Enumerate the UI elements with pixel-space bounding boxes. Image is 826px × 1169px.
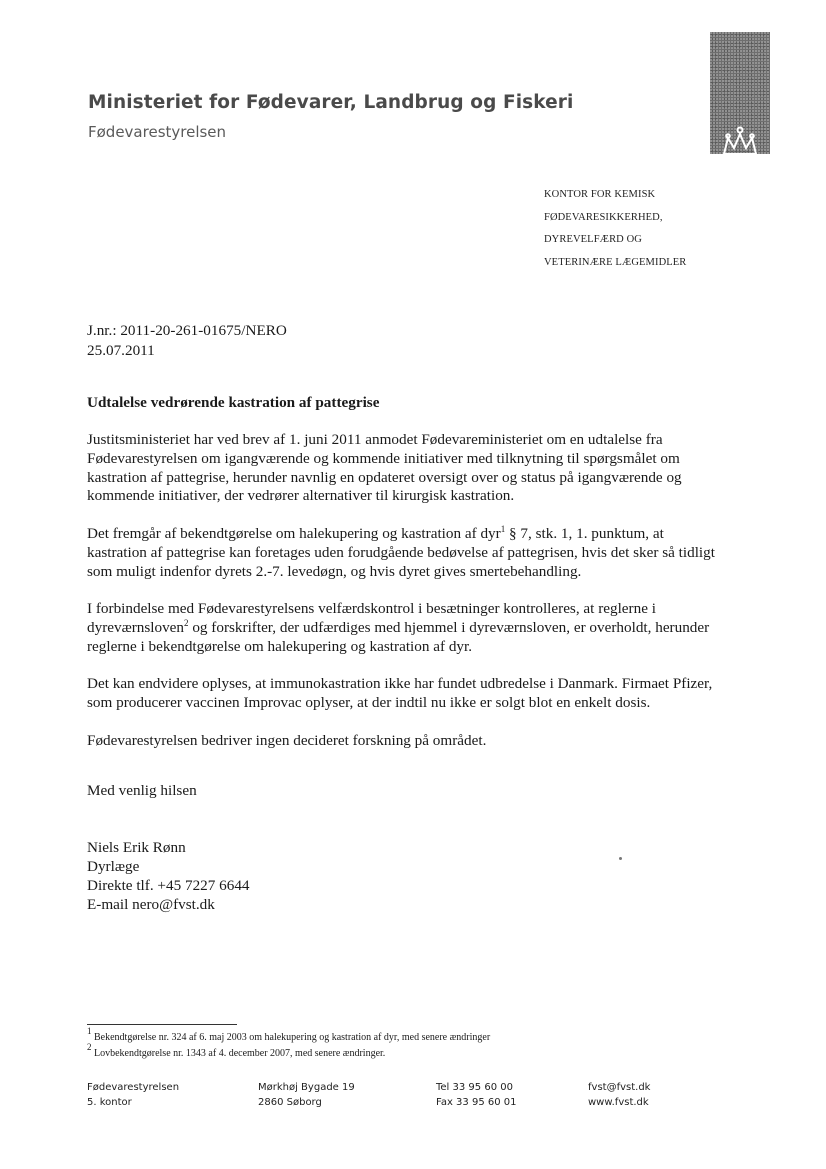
footer-city: 2860 Søborg bbox=[258, 1096, 322, 1108]
crest-logo bbox=[710, 32, 770, 154]
footnote-divider bbox=[87, 1024, 237, 1025]
text-line: kastration af pattegrise, herunder navnlig en opdateret oversigt over og status på igangværende og bbox=[87, 468, 682, 486]
letter-date: 25.07.2011 bbox=[87, 342, 155, 359]
text-line: Fødevarestyrelsen om igangværende og kommende initiativer med tilknytning til spørgsmålet om bbox=[87, 449, 680, 467]
text-line: Fødevarestyrelsen bedriver ingen decideret forskning på området. bbox=[87, 731, 487, 749]
footer-contact bbox=[588, 1081, 650, 1110]
text-line: som muligt indenfor dyrets 2.-7. levedøgn, og hvis dyret gives smertebehandling. bbox=[87, 562, 582, 580]
text-segment: dyreværnsloven bbox=[87, 618, 185, 636]
footer-tel: Tel 33 95 60 00 bbox=[436, 1082, 513, 1093]
signer-email: E-mail nero@fvst.dk bbox=[87, 896, 215, 913]
stray-mark bbox=[619, 857, 622, 860]
office-line: VETERINÆRE LÆGEMIDLER bbox=[544, 256, 687, 268]
text-line: kommende initiativer, der vedrører alternativer til kirurgisk kastration. bbox=[87, 487, 515, 505]
royal-crown-icon bbox=[718, 124, 762, 168]
footnote-number: 2 bbox=[87, 1041, 92, 1052]
signature-block bbox=[87, 838, 250, 914]
text-segment: § 7, stk. 1, 1. punktum, at bbox=[505, 524, 664, 542]
footer-dept: 5. kontor bbox=[87, 1096, 132, 1108]
office-line: KONTOR FOR KEMISK bbox=[544, 189, 656, 200]
office-block bbox=[544, 184, 686, 274]
paragraph-2 bbox=[87, 525, 737, 581]
text-line: reglerne i bekendtgørelse om halekupering og kastration af dyr. bbox=[87, 637, 473, 655]
footnote-ref-2: 2 bbox=[184, 617, 189, 628]
text-line: kastration af pattegrise kan foretages uden forudgående bedøvelse af pattegrisen, hvis det sker så tidligt bbox=[87, 543, 715, 561]
text-line: Justitsministeriet har ved brev af 1. juni 2011 anmodet Fødevareministeriet om en udtalelse fra bbox=[87, 431, 663, 448]
footer-org-name: Fødevarestyrelsen bbox=[87, 1082, 180, 1093]
paragraph-5 bbox=[87, 732, 737, 751]
footer-email: fvst@fvst.dk bbox=[588, 1082, 651, 1093]
paragraph-4 bbox=[87, 675, 737, 713]
reference-block bbox=[87, 321, 287, 361]
signer-title: Dyrlæge bbox=[87, 858, 140, 875]
footer-web: www.fvst.dk bbox=[588, 1096, 649, 1108]
footnote-ref-1: 1 bbox=[500, 523, 506, 534]
text-segment: Det fremgår af bekendtgørelse om halekupering og kastration af dyr bbox=[87, 524, 501, 542]
footnote-text: Bekendtgørelse nr. 324 af 6. maj 2003 om halekupering og kastration af dyr, med senere ændringer bbox=[91, 1032, 491, 1043]
signer-phone: Direkte tlf. +45 7227 6644 bbox=[87, 877, 250, 894]
office-line: FØDEVARESIKKERHED, bbox=[544, 211, 663, 223]
footer-phone bbox=[436, 1081, 517, 1110]
text-line: Det kan endvidere oplyses, at immunokastration ikke har fundet udbredelse i Danmark. Firmaet Pfizer, bbox=[87, 675, 713, 693]
text-line: som producerer vaccinen Improvac oplyser, at der indtil nu ikke er solgt blot en enkelt dosis. bbox=[87, 694, 651, 712]
footer-street: Mørkhøj Bygade 19 bbox=[258, 1082, 355, 1093]
ministry-name: Ministeriet for Fødevarer, Landbrug og Fiskeri bbox=[88, 92, 574, 113]
journal-number: J.nr.: 2011-20-261-01675/NERO bbox=[87, 322, 287, 339]
footnote-1 bbox=[87, 1026, 491, 1046]
letter-body bbox=[87, 431, 737, 769]
office-line: DYREVELFÆRD OG bbox=[544, 234, 642, 245]
paragraph-1 bbox=[87, 431, 737, 506]
signer-name: Niels Erik Rønn bbox=[87, 839, 186, 856]
footer-address bbox=[258, 1081, 355, 1110]
subject-heading: Udtalelse vedrørende kastration af pattegrise bbox=[87, 394, 380, 411]
footer-fax: Fax 33 95 60 01 bbox=[436, 1096, 517, 1108]
closing-salutation: Med venlig hilsen bbox=[87, 782, 197, 799]
text-line: I forbindelse med Fødevarestyrelsens velfærdskontrol i besætninger kontrolleres, at reglerne i bbox=[87, 600, 656, 618]
text-segment: og forskrifter, der udfærdiges med hjemmel i dyreværnsloven, er overholdt, herunder bbox=[188, 618, 710, 636]
text-line bbox=[87, 619, 737, 638]
footnote-number: 1 bbox=[87, 1026, 92, 1036]
footer-org bbox=[87, 1081, 179, 1110]
footnote-2 bbox=[87, 1041, 490, 1062]
text-line bbox=[87, 525, 737, 544]
agency-name: Fødevarestyrelsen bbox=[88, 123, 227, 141]
footnote-text: Lovbekendtgørelse nr. 1343 af 4. december 2007, med senere ændringer. bbox=[91, 1047, 386, 1059]
footnotes bbox=[87, 1026, 491, 1061]
paragraph-3 bbox=[87, 600, 737, 656]
